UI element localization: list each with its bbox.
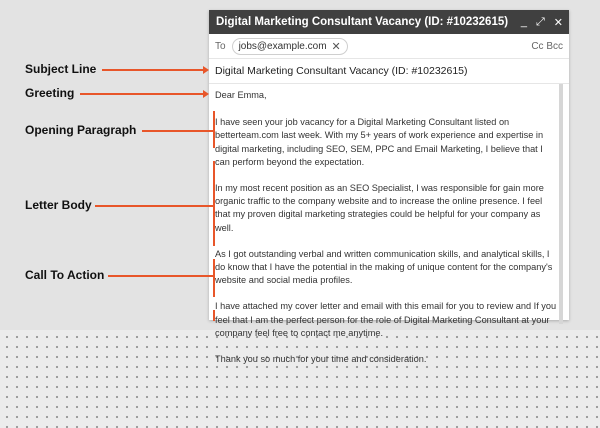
window-title: Digital Marketing Consultant Vacancy (ID: #10232615): [216, 16, 509, 28]
label-letter-body: Letter Body: [25, 198, 92, 212]
cta-paragraph: I have attached my cover letter and email with this email for you to review and If you feel that I am the perfect person for the role of Digital Marketing Consultant at your company feel free to contact me anytime.: [215, 301, 557, 338]
connector-opening: [142, 130, 213, 132]
recipient-email: jobs@example.com: [238, 40, 327, 52]
bracket-closing: [213, 310, 215, 321]
body-paragraph-1: In my most recent position as an SEO Specialist, I was responsible for gain more organic traffic to the company website and to increase the online presence. I feel that my proven digital marketing strategies could be helpful for your company as well.: [215, 183, 544, 233]
connector-greeting-arrow: [203, 90, 209, 98]
label-subject-line: Subject Line: [25, 62, 97, 76]
opening-paragraph: I have seen your job vacancy for a Digital Marketing Consultant listed on betterteam.com last week. With my 5+ years of work experience and expertise in digital marketing, including SEO, SEM, PPC and Email Marketing, I believe that I can perform beyond the expectation.: [215, 117, 544, 167]
to-field[interactable]: [209, 34, 569, 59]
close-icon[interactable]: ✕: [553, 16, 563, 29]
subject-field[interactable]: [209, 59, 569, 84]
remove-recipient-icon[interactable]: ✕: [331, 40, 341, 53]
cc-bcc-link[interactable]: Cc Bcc: [531, 40, 563, 52]
to-label: To: [215, 40, 226, 52]
connector-cta: [108, 275, 213, 277]
email-compose-window: [209, 10, 569, 365]
connector-greeting: [80, 93, 204, 95]
label-opening-paragraph: Opening Paragraph: [25, 123, 137, 137]
label-greeting: Greeting: [25, 86, 75, 100]
bracket-body: [213, 161, 215, 246]
bracket-opening: [213, 111, 215, 148]
bracket-cta: [213, 259, 215, 297]
greeting-text: Dear Emma,: [215, 90, 267, 100]
label-call-to-action: Call To Action: [25, 268, 105, 282]
connector-body: [95, 205, 213, 207]
closing-text: Thank you so much for your time and consideration.: [215, 354, 427, 365]
expand-icon[interactable]: ⤢: [535, 15, 545, 28]
body-paragraph-2: As I got outstanding verbal and written communication skills, and analytical skills, I do know that I have the potential in the making of unique content for the company's website and social media profiles.: [215, 248, 553, 286]
subject-text: Digital Marketing Consultant Vacancy (ID: #10232615): [215, 65, 468, 77]
scrollbar[interactable]: [559, 84, 563, 324]
recipient-chip[interactable]: [232, 38, 348, 55]
compose-titlebar: [209, 10, 569, 34]
message-body[interactable]: [209, 89, 569, 366]
connector-subject: [102, 69, 204, 71]
minimize-icon[interactable]: _: [520, 15, 527, 28]
connector-subject-arrow: [203, 66, 209, 74]
